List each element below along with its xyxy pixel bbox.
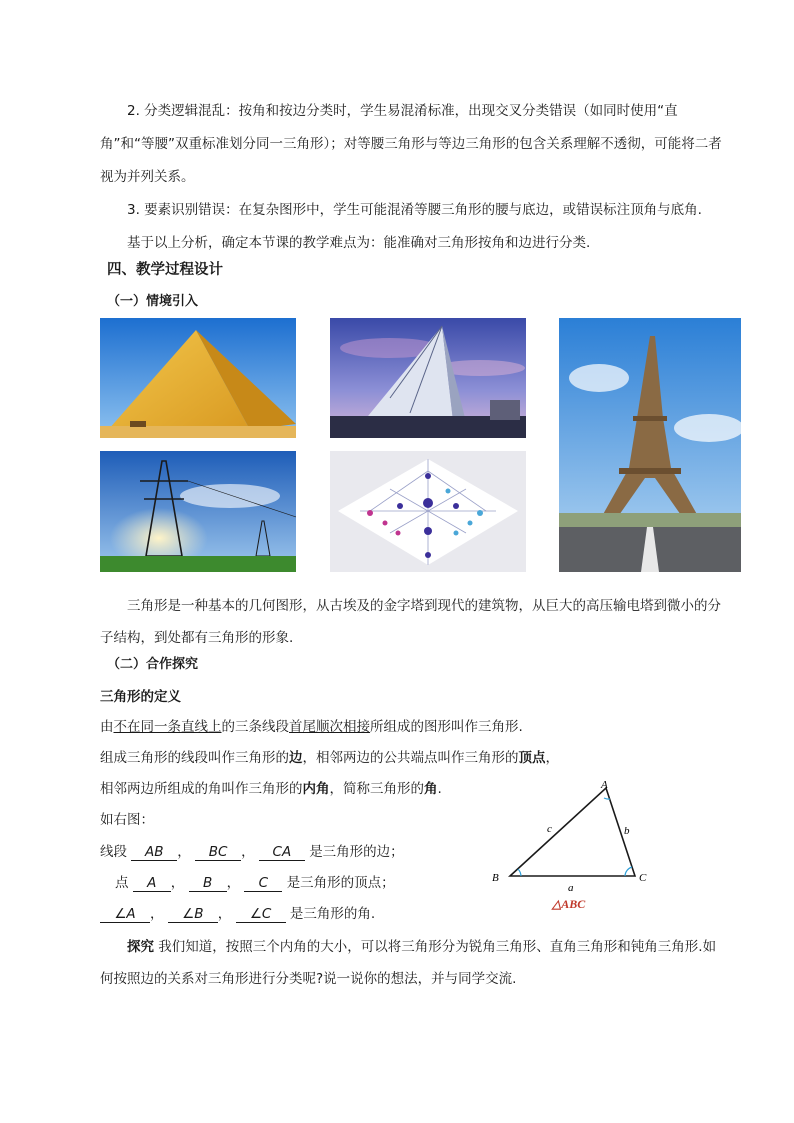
power-tower-image (100, 451, 296, 572)
blank-b: B (189, 875, 227, 892)
blank-c: C (244, 875, 282, 892)
triangle-shape (510, 788, 635, 876)
molecule-structure-image (330, 451, 526, 572)
blank-ca: CA (259, 844, 305, 861)
eiffel-tower-image (559, 318, 741, 572)
paragraph-triangle-intro: 三角形是一种基本的几何图形，从古埃及的金字塔到现代的建筑物，从巨大的高压输电塔到微小的分子结构，到处都有三角形的形象. (100, 598, 721, 646)
points-line: 点 A ， B ， C 是三角形的顶点； (115, 875, 395, 891)
angle-b-arc (518, 869, 521, 876)
subsection-title-cooperative: （二）合作探究 (107, 657, 199, 672)
angle-c-arc (625, 867, 632, 876)
paragraph-teaching-difficulty: 基于以上分析，确定本节课的教学难点为：能准确对三角形按角和边进行分类. (127, 235, 591, 251)
definition-title: 三角形的定义 (100, 689, 181, 705)
side-label-c: c (547, 823, 552, 835)
section-title-teaching-process: 四、教学过程设计 (107, 262, 223, 278)
vertex-label-a: A (601, 779, 608, 791)
segments-line: 线段 AB ， BC ， CA 是三角形的边； (100, 844, 404, 860)
blank-ab: AB (131, 844, 177, 861)
triangle-caption: △ABC (552, 897, 586, 911)
blank-angle-a: ∠A (100, 906, 150, 923)
subsection-title-intro: （一）情境引入 (107, 294, 199, 309)
angles-line: ∠A ， ∠B ， ∠C 是三角形的角. (100, 904, 375, 924)
definition-side-vertex: 组成三角形的线段叫作三角形的边，相邻两边的公共端点叫作三角形的顶点， (100, 750, 559, 766)
modern-building-image (330, 318, 526, 438)
as-right-figure: 如右图： (100, 812, 154, 828)
blank-angle-b: ∠B (168, 906, 218, 923)
paragraph-element-recognition: 3. 要素识别错误：在复杂图形中，学生可能混淆等腰三角形的腰与底边，或错误标注顶角与底角. (127, 202, 702, 218)
triangle-abc-figure (480, 778, 660, 918)
side-label-b: b (624, 825, 630, 837)
paragraph-classification-confusion: 2. 分类逻辑混乱：按角和按边分类时，学生易混淆标准，出现交叉分类错误（如同时使用“直角”和“等腰”双重标准划分同一三角形）；对等腰三角形与等边三角形的包含关系理解不透彻，可能将二者视为并列关系。 (100, 103, 722, 185)
blank-angle-c: ∠C (236, 906, 286, 923)
vertex-label-b: B (492, 872, 499, 884)
definition-angle: 相邻两边所组成的角叫作三角形的内角，简称三角形的角. (100, 781, 442, 797)
vertex-label-c: C (639, 872, 647, 884)
definition-line: 由不在同一条直线上的三条线段首尾顺次相接所组成的图形叫作三角形. (100, 719, 523, 735)
side-label-a: a (568, 882, 574, 894)
blank-bc: BC (195, 844, 241, 861)
pyramid-image (100, 318, 296, 438)
explore-paragraph: 探究 我们知道，按照三个内角的大小，可以将三角形分为锐角三角形、直角三角形和钝角三角形.如何按照边的关系对三角形进行分类呢?说一说你的想法，并与同学交流. (100, 939, 717, 987)
blank-a: A (133, 875, 171, 892)
